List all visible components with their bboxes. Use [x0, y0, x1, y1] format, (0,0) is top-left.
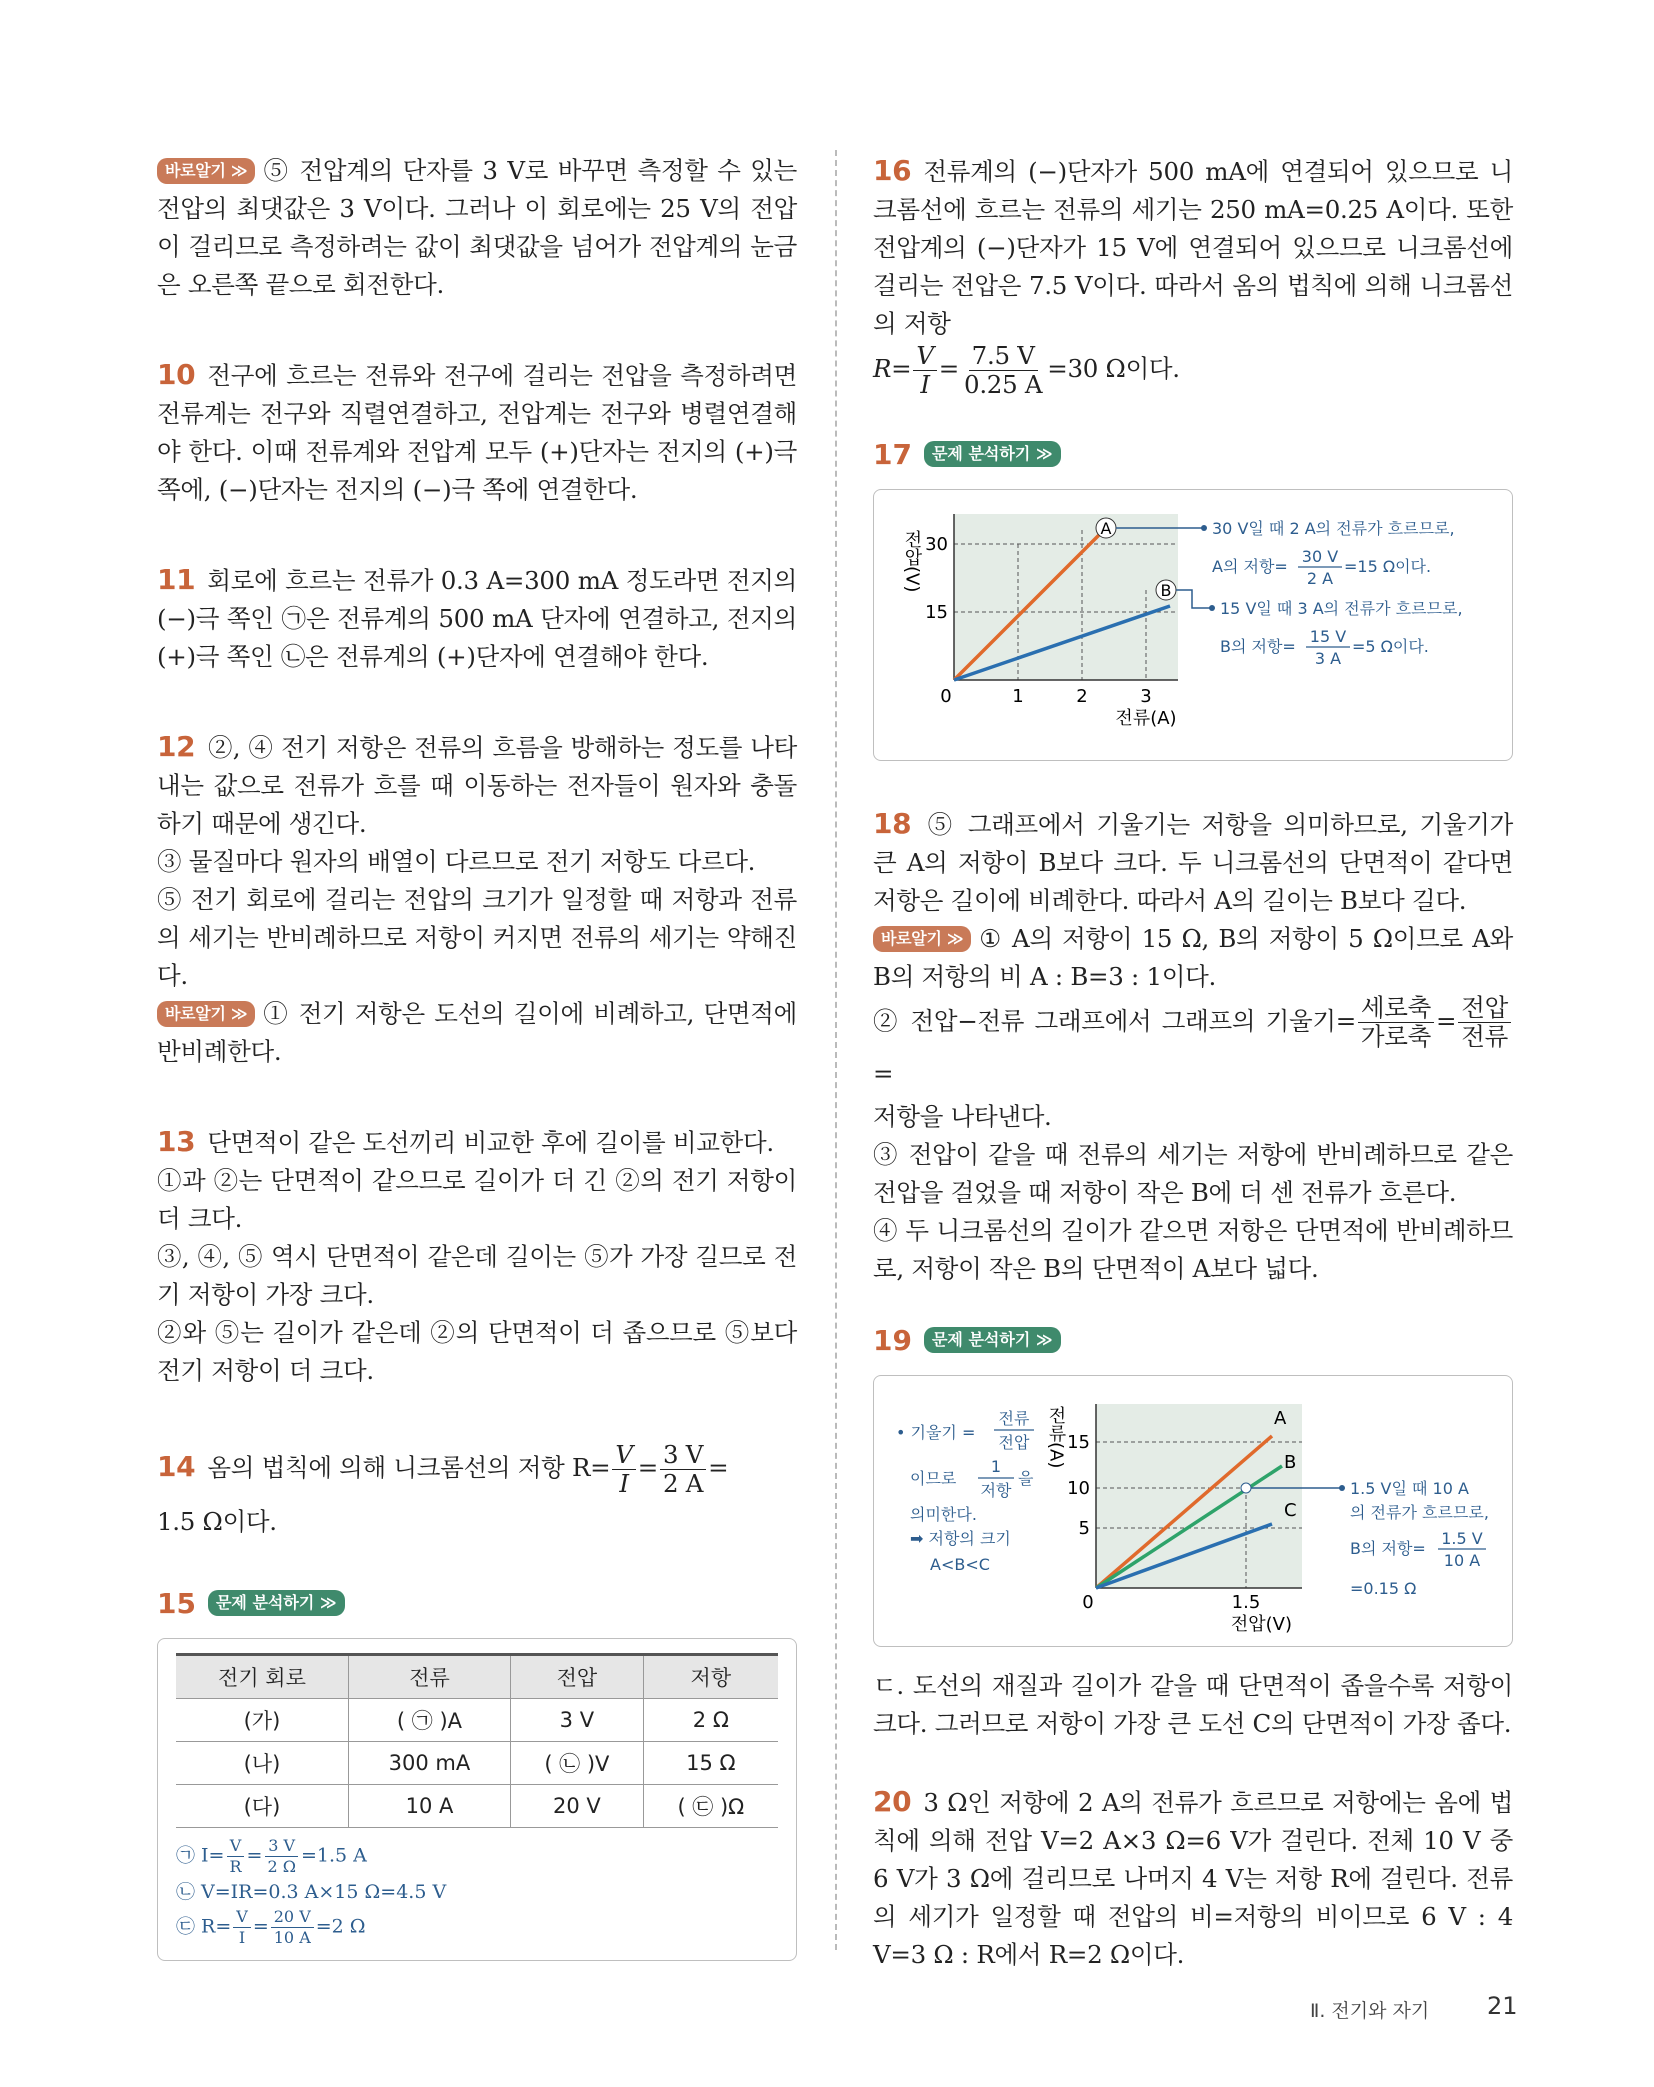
page-number: 21 — [1487, 1992, 1518, 2020]
answer-text: 전구에 흐르는 전류와 전구에 걸리는 전압을 측정하려면 전류계는 전구와 직렬연결하고, 전압계는 전구와 병렬연결해야 한다. 이때 전류계와 전압계 모두 (+)단자는 전지의 (+)극 쪽에, (−)단자는 전지의 (−)극 쪽에 연결한다. — [157, 361, 797, 504]
column-divider — [835, 150, 837, 1950]
x-tick: 3 — [1140, 685, 1152, 707]
correction-badge: 바로알기 ≫ — [873, 926, 971, 952]
section-13 — [157, 1123, 797, 1390]
plot-area — [954, 514, 1178, 680]
svg-text:1: 1 — [990, 1456, 1002, 1476]
answer-text: ㄷ. 도선의 재질과 길이가 같을 때 단면적이 좁을수록 저항이 크다. 그러므로 저항이 가장 큰 도선 C의 단면적이 가장 좁다. — [873, 1670, 1513, 1738]
table-row: (나) 300 mA ( ㉡ )V 15 Ω — [176, 1741, 778, 1784]
answer-text: 회로에 흐르는 전류가 0.3 A=300 mA 정도라면 전지의 (−)극 쪽인 ㉠은 전류계의 500 mA 단자에 연결하고, 전지의 (+)극 쪽인 ㉡은 전류계의 (+)단자에 연결해야 한다. — [157, 566, 797, 671]
x-axis-label: 전압(V) — [1230, 1613, 1292, 1635]
chapter-footer: Ⅱ. 전기와 자기 — [1310, 2000, 1430, 2022]
label-c: C — [1284, 1499, 1297, 1521]
circuit-table — [176, 1653, 778, 1828]
answer-text: ① 전기 저항은 도선의 길이에 비례하고, 단면적에 반비례한다. — [157, 999, 797, 1066]
question-number: 10 — [157, 358, 196, 391]
answer-text: 전류계의 (−)단자가 500 mA에 연결되어 있으므로 니크롬선에 흐르는 전류의 세기는 250 mA=0.25 A이다. 또한 전압계의 (−)단자가 15 V에 연결되어 있으므로 니크롬선에 걸리는 전압은 7.5 V이다. 따라서 옴의 법칙에 의해 니크롬선의 저항 — [873, 157, 1513, 338]
section-19 — [873, 1324, 1513, 1743]
svg-text:=15 Ω이다.: =15 Ω이다. — [1344, 556, 1432, 576]
answer-text: 단면적이 같은 도선끼리 비교한 후에 길이를 비교한다. — [207, 1128, 774, 1157]
label-a: A — [1274, 1407, 1287, 1429]
answer-text: ①과 ②는 단면적이 같으므로 길이가 더 긴 ②의 전기 저항이 더 크다. — [157, 1166, 797, 1233]
answer-text: ⑤ 그래프에서 기울기는 저항을 의미하므로, 기울기가 큰 A의 저항이 B보다 크다. 두 니크롬선의 단면적이 같다면 저항은 길이에 비례한다. 따라서 A의 길이는 B보다 길다. — [873, 809, 1513, 915]
section-20 — [873, 1783, 1513, 1974]
answer-text: ③ 물질마다 원자의 배열이 다르므로 전기 저항도 다르다. — [157, 847, 756, 876]
graph-box-17 — [873, 489, 1513, 761]
y-tick: 15 — [1067, 1431, 1090, 1453]
svg-text:• 기울기 =: • 기울기 = — [896, 1422, 976, 1442]
right-column — [873, 152, 1513, 1974]
svg-text:2 A: 2 A — [1306, 568, 1334, 588]
svg-text:1.5 V일 때 10 A: 1.5 V일 때 10 A — [1350, 1478, 1469, 1498]
leader-b — [1176, 590, 1212, 608]
svg-text:의 전류가 흐르므로,: 의 전류가 흐르므로, — [1350, 1502, 1489, 1522]
correction-badge: 바로알기 ≫ — [157, 158, 255, 184]
section-intro — [157, 152, 797, 304]
section-17 — [873, 438, 1513, 761]
current-voltage-graph — [874, 1376, 1510, 1646]
annotation-b — [1350, 1479, 1489, 1598]
svg-text:B의 저항=: B의 저항= — [1350, 1538, 1426, 1558]
table-header: 전류 — [348, 1654, 510, 1698]
svg-text:B의 저항=: B의 저항= — [1220, 636, 1296, 656]
svg-text:10 A: 10 A — [1443, 1550, 1481, 1570]
table-header: 저항 — [643, 1654, 778, 1698]
voltage-current-graph — [874, 490, 1510, 760]
svg-text:3 A: 3 A — [1314, 648, 1342, 668]
section-18: 18 ⑤ 그래프에서 기울기는 저항을 의미하므로, 기울기가 큰 A의 저항이 B보다 크다. 두 니크롬선의 단면적이 같다면 저항은 길이에 비례한다. 따라서 A의 길이는 B보다 길다. 바로알기 ≫ ① A의 저항이 15 Ω, B의 저항이 5 Ω이므로 A와 B의 저항의 비 A : B=3 : 1이다. ② 전압−전류 그래프에서 그래프의 기울기= $\frac{\text{세로축}}{\text{가로축}}$ = $\frac{\text{전압}}{\text{전류}}$ = 저항을 나타낸다. ③ 전압이 같을 때 전류의 세기는 저항에 반비례하므로 같은 전압을 걸었을 때 저항이 작은 B에 더 센 전류가 흐른다. ④ 두 니크롬선의 길이가 같으면 저항은 단면적에 반비례하므로, 저항이 작은 B의 단면적이 A보다 넓다. — [873, 805, 1513, 1288]
table-row: (다) 10 A 20 V ( ㉢ )Ω — [176, 1784, 778, 1827]
annotation-b — [1220, 599, 1463, 668]
svg-text:=0.15 Ω: =0.15 Ω — [1350, 1578, 1417, 1598]
svg-text:➡ 저항의 크기: ➡ 저항의 크기 — [910, 1528, 1011, 1548]
analysis-badge: 문제 분석하기 ≫ — [924, 1327, 1061, 1353]
analysis-badge: 문제 분석하기 ≫ — [924, 441, 1061, 467]
question-number: 16 — [873, 154, 912, 187]
svg-text:전류: 전류 — [998, 1408, 1030, 1428]
label-a: A — [1100, 518, 1112, 538]
answer-text: ⑤ 전기 회로에 걸리는 전압의 크기가 일정할 때 저항과 전류의 세기는 반비례하므로 저항이 커지면 전류의 세기는 약해진다. — [157, 885, 797, 990]
question-number: 17 — [873, 437, 912, 471]
section-12 — [157, 728, 797, 1071]
table-box — [157, 1638, 797, 1961]
question-number: 15 — [157, 1586, 196, 1620]
graph-box-19 — [873, 1375, 1513, 1647]
label-b: B — [1160, 580, 1172, 600]
svg-text:15 V: 15 V — [1309, 626, 1347, 646]
question-number: 14 — [157, 1450, 196, 1483]
svg-text:=5 Ω이다.: =5 Ω이다. — [1352, 636, 1429, 656]
x-tick: 1.5 — [1231, 1591, 1261, 1613]
answer-text: 3 Ω인 저항에 2 A의 전류가 흐르므로 저항에는 옴에 법칙에 의해 전압 V=2 A×3 Ω=6 V가 걸린다. 전체 10 V 중 6 V가 3 Ω에 걸리므로 나머지 4 V는 저항 R에 걸린다. 전류의 세기가 일정할 때 전압의 비=저항의 비이므로 6 V : 4 V=3 Ω : R에서 R=2 Ω이다. — [873, 1787, 1513, 1969]
section-11 — [157, 561, 797, 676]
question-number: 18 — [873, 806, 912, 840]
answer-text: ① A의 저항이 15 Ω, B의 저항이 5 Ω이므로 A와 B의 저항의 비 A : B=3 : 1이다. — [873, 923, 1513, 991]
svg-text:30 V: 30 V — [1301, 546, 1339, 566]
answer-text: ③, ④, ⑤ 역시 단면적이 같은데 길이는 ⑤가 가장 길므로 전기 저항이 가장 크다. — [157, 1242, 797, 1309]
solution-notes: ㉠ I= $\frac{V}{R}$ = $\frac{3 V}{2 \Omega}$ =1.5 A ㉡ V=IR=0.3 A×15 Ω=4.5 V ㉢ R= $\frac{V}{I}$ = $\frac{20 V}{10 A}$ =2 Ω — [176, 1835, 447, 1947]
svg-text:이므로: 이므로 — [910, 1468, 957, 1488]
svg-text:15 V일 때 3 A의 전류가 흐르므로,: 15 V일 때 3 A의 전류가 흐르므로, — [1220, 598, 1463, 618]
table-header: 전압 — [511, 1654, 644, 1698]
y-tick: 15 — [925, 601, 948, 623]
annotation-a — [1212, 519, 1455, 588]
answer-text: ③ 전압이 같을 때 전류의 세기는 저항에 반비례하므로 같은 전압을 걸었을 때 저항이 작은 B에 더 센 전류가 흐른다. — [873, 1139, 1513, 1207]
x-tick: 0 — [1082, 1591, 1094, 1613]
correction-badge: 바로알기 ≫ — [157, 1001, 255, 1027]
question-number: 19 — [873, 1323, 912, 1357]
svg-text:의미한다.: 의미한다. — [910, 1504, 977, 1524]
answer-text: 저항을 나타낸다. — [873, 1101, 1052, 1131]
left-column — [157, 152, 797, 1961]
section-15 — [157, 1587, 797, 1961]
answer-text: 1.5 Ω이다. — [157, 1506, 277, 1536]
svg-text:저항: 저항 — [980, 1480, 1012, 1500]
table-row: (가) ( ㉠ )A 3 V 2 Ω — [176, 1698, 778, 1741]
answer-text: 옴의 법칙에 의해 니크롬선의 저항 R= — [207, 1453, 611, 1482]
svg-text:전압: 전압 — [998, 1432, 1030, 1452]
svg-text:을: 을 — [1018, 1468, 1034, 1488]
y-tick: 5 — [1078, 1517, 1090, 1539]
question-number: 13 — [157, 1125, 196, 1158]
analysis-badge: 문제 분석하기 ≫ — [208, 1590, 345, 1616]
section-10 — [157, 356, 797, 509]
svg-text:A<B<C: A<B<C — [930, 1554, 990, 1574]
svg-text:1.5 V: 1.5 V — [1441, 1528, 1483, 1548]
table-header: 전기 회로 — [176, 1654, 348, 1698]
svg-text:30 V일 때 2 A의 전류가 흐르므로,: 30 V일 때 2 A의 전류가 흐르므로, — [1212, 518, 1455, 538]
fraction: $\frac{3 V}{2 A}$ — [660, 1443, 706, 1497]
y-tick: 30 — [925, 533, 948, 555]
question-number: 11 — [157, 563, 196, 596]
question-number: 12 — [157, 730, 196, 763]
y-axis-label: 전류(A) — [1045, 1405, 1067, 1468]
section-14: 14 옴의 법칙에 의해 니크롬선의 저항 R= $\frac{V}{I}$ = $\frac{3 V}{2 A}$ = 1.5 Ω이다. — [157, 1439, 729, 1536]
label-b: B — [1284, 1451, 1297, 1473]
answer-text: ④ 두 니크롬선의 길이가 같으면 저항은 단면적에 반비례하므로, 저항이 작은 B의 단면적이 A보다 넓다. — [873, 1215, 1513, 1283]
intro-text: ⑤ 전압계의 단자를 3 V로 바꾸면 측정할 수 있는 전압의 최댓값은 3 V이다. 그러나 이 회로에는 25 V의 전압이 걸리므로 측정하려는 값이 최댓값을 넘어가 전압계의 눈금은 오른쪽 끝으로 회전한다. — [157, 156, 797, 299]
x-axis-label: 전류(A) — [1115, 707, 1177, 729]
svg-text:A의 저항=: A의 저항= — [1212, 556, 1288, 576]
slope-explanation — [896, 1409, 1034, 1574]
answer-text: ②, ④ 전기 저항은 전류의 흐름을 방해하는 정도를 나타내는 값으로 전류가 흐를 때 이동하는 전자들이 원자와 충돌하기 때문에 생긴다. — [157, 733, 797, 838]
question-number: 20 — [873, 1784, 912, 1818]
x-tick: 0 — [940, 685, 952, 707]
point-marker — [1241, 1483, 1251, 1493]
answer-text: ②와 ⑤는 길이가 같은데 ②의 단면적이 더 좁으므로 ⑤보다 전기 저항이 더 크다. — [157, 1318, 797, 1385]
y-axis-label: 전압(V) — [901, 529, 923, 592]
fraction: $\frac{V}{I}$ — [612, 1443, 635, 1497]
y-tick: 10 — [1067, 1477, 1090, 1499]
section-16: 16 전류계의 (−)단자가 500 mA에 연결되어 있으므로 니크롬선에 흐르는 전류의 세기는 250 mA=0.25 A이다. 또한 전압계의 (−)단자가 15 V에 연결되어 있으므로 니크롬선에 걸리는 전압은 7.5 V이다. 따라서 옴의 법칙에 의해 니크롬선의 저항 R= $\frac{V}{I}$ = $\frac{7.5 V}{0.25 A}$ =30 Ω이다. — [873, 154, 1513, 399]
x-tick: 1 — [1012, 685, 1024, 707]
x-tick: 2 — [1076, 685, 1088, 707]
